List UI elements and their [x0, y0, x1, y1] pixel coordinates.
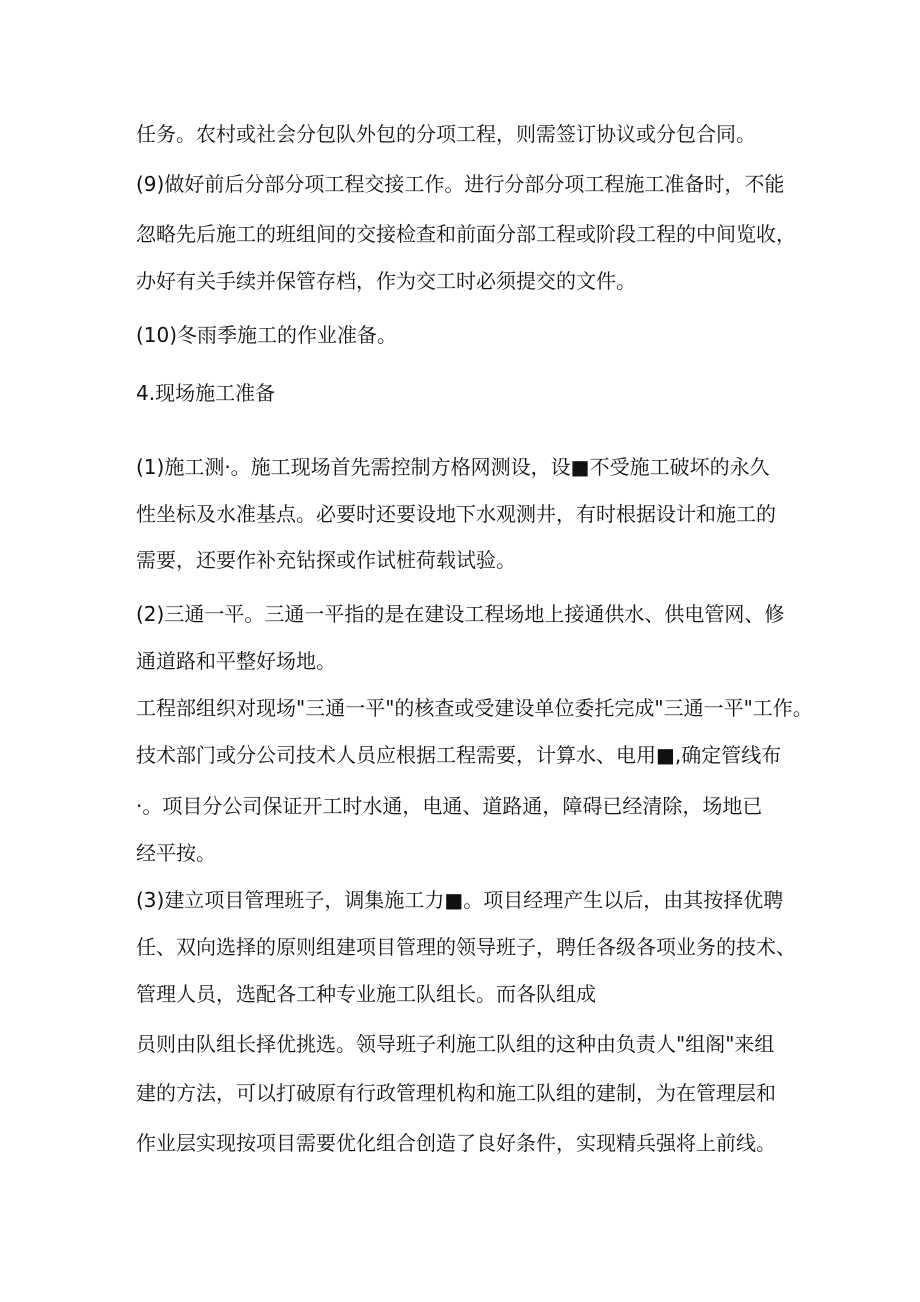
text-line: 任、双向选择的原则组建项目管理的领导班子，聘任各级各项业务的技术、	[136, 935, 796, 959]
text-line: (9)做好前后分部分项工程交接工作。进行分部分项工程施工准备时，不能	[136, 172, 785, 196]
text-line: 建的方法，可以打破原有行政管理机构和施工队组的建制，为在管理层和	[136, 1081, 776, 1105]
text-line: 任务。农村或社会分包队外包的分项工程，则需签订协议或分包合同。	[136, 122, 756, 146]
text-line: 经平按。	[136, 841, 216, 865]
text-line: 员则由队组长择优挑选。领导班子利施工队组的这种由负责人"组阁"来组	[136, 1032, 775, 1056]
text-line: 工程部组织对现场"三通一平"的核查或受建设单位委托完成"三通一平"工作。	[136, 696, 813, 720]
section-heading: 4.现场施工准备	[136, 381, 276, 405]
text-line: 需要，还要作补充钻探或作试桩荷载试验。	[136, 548, 516, 572]
text-line: (3)建立项目管理班子，调集施工力■。项目经理产生以后，由其按择优聘	[136, 888, 784, 912]
text-line: (10)冬雨季施工的作业准备。	[136, 323, 398, 347]
text-line: 管理人员，选配各工种专业施工队组长。而各队组成	[136, 982, 596, 1006]
text-line: 技术部门或分公司技术人员应根据工程需要，计算水、电用■,确定管线布	[136, 743, 782, 767]
text-line: 忽略先后施工的班组间的交接检查和前面分部工程或阶段工程的中间览收，	[136, 222, 796, 246]
text-line: 性坐标及水准基点。必要时还要设地下水观测井，有时根据设计和施工的	[136, 502, 776, 526]
text-line: 办好有关手续并保管存档，作为交工时必须提交的文件。	[136, 269, 636, 293]
text-line: (1)施工测·。施工现场首先需控制方格网测设，设■不受施工破坏的永久	[136, 455, 770, 479]
text-line: ·。项目分公司保证开工时水通，电通、道路通，障碍已经清除，场地已	[136, 794, 763, 818]
text-line: 作业层实现按项目需要优化组合创造了良好条件，实现精兵强将上前线。	[136, 1131, 776, 1155]
text-line: (2)三通一平。三通一平指的是在建设工程场地上接通供水、供电管网、修	[136, 602, 785, 626]
text-line: 通道路和平整好场地。	[136, 649, 336, 673]
